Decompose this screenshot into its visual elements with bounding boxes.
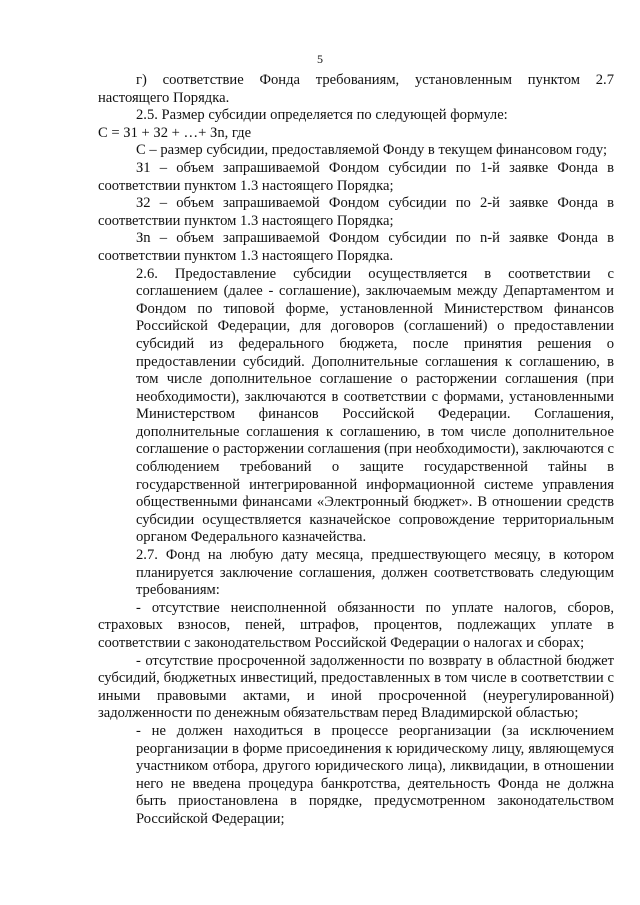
paragraph: 2.5. Размер субсидии определяется по следующей формуле:: [136, 107, 508, 124]
formula-line: С = З1 + З2 + …+ Зn, где: [98, 124, 252, 141]
paragraph: Зn – объем запрашиваемой Фондом субсидии по n-й заявке Фонда в соответствии пунктом 1.3 настоящего Порядка.: [98, 230, 614, 264]
paragraph: С – размер субсидии, предоставляемой Фонду в текущем финансовом году;: [136, 142, 608, 159]
paragraph: г) соответствие Фонда требованиям, установленным пунктом 2.7 настоящего Порядка.: [98, 72, 614, 106]
paragraph: - не должен находиться в процессе реорганизации (за исключением реорганизации в форме присоединения к юридическому лицу, являющемуся участником отбора, другого юридического лица), ликвидации, в отношении него не введена процедура банкротства, деятельность Фонда не должна быть приостановлена в порядке, предусмотренном законодательством Российской Федерации;: [136, 722, 614, 827]
document-body: [98, 72, 614, 829]
paragraph: З2 – объем запрашиваемой Фондом субсидии по 2-й заявке Фонда в соответствии пунктом 1.3 настоящего Порядка;: [98, 195, 614, 229]
page-number: 5: [317, 52, 323, 66]
paragraph: - отсутствие просроченной задолженности по возврату в областной бюджет субсидий, бюджетных инвестиций, предоставленных в том числе в соответствии с иными правовыми актами, и иной просроченной (неурегулированной) задолженности по денежным обязательствам перед Владимирской областью;: [98, 652, 614, 722]
paragraph: 2.7. Фонд на любую дату месяца, предшествующего месяцу, в котором планируется заключение соглашения, должен соответствовать следующим требованиям:: [136, 547, 614, 599]
paragraph: 2.6. Предоставление субсидии осуществляется в соответствии с соглашением (далее - соглашение), заключаемым между Департаментом и Фондом по типовой форме, установленной Министерством финансов Российской Федерации, для договоров (соглашений) о предоставлении субсидий из федерального бюджета, после принятия решения о предоставлении субсидий. Дополнительные соглашения к соглашению, в том числе дополнительное соглашение о расторжении соглашения (при необходимости), заключаются в соответствии с формами, установленными Министерством финансов Российской Федерации. Соглашения, дополнительные соглашения к соглашению, в том числе дополнительное соглашение о расторжении соглашения (при необходимости), заключаются с соблюдением требований о защите государственной тайны в государственной интегрированной информационной системе управления общественными финансами «Электронный бюджет». В отношении средств субсидии осуществляется казначейское сопровождение территориальным органом Федерального казначейства.: [136, 265, 614, 546]
paragraph: З1 – объем запрашиваемой Фондом субсидии по 1-й заявке Фонда в соответствии пунктом 1.3 настоящего Порядка;: [98, 159, 614, 194]
paragraph: - отсутствие неисполненной обязанности по уплате налогов, сборов, страховых взносов, пеней, штрафов, процентов, подлежащих уплате в соответствии с законодательством Российской Федерации о налогах и сборах;: [98, 599, 614, 651]
